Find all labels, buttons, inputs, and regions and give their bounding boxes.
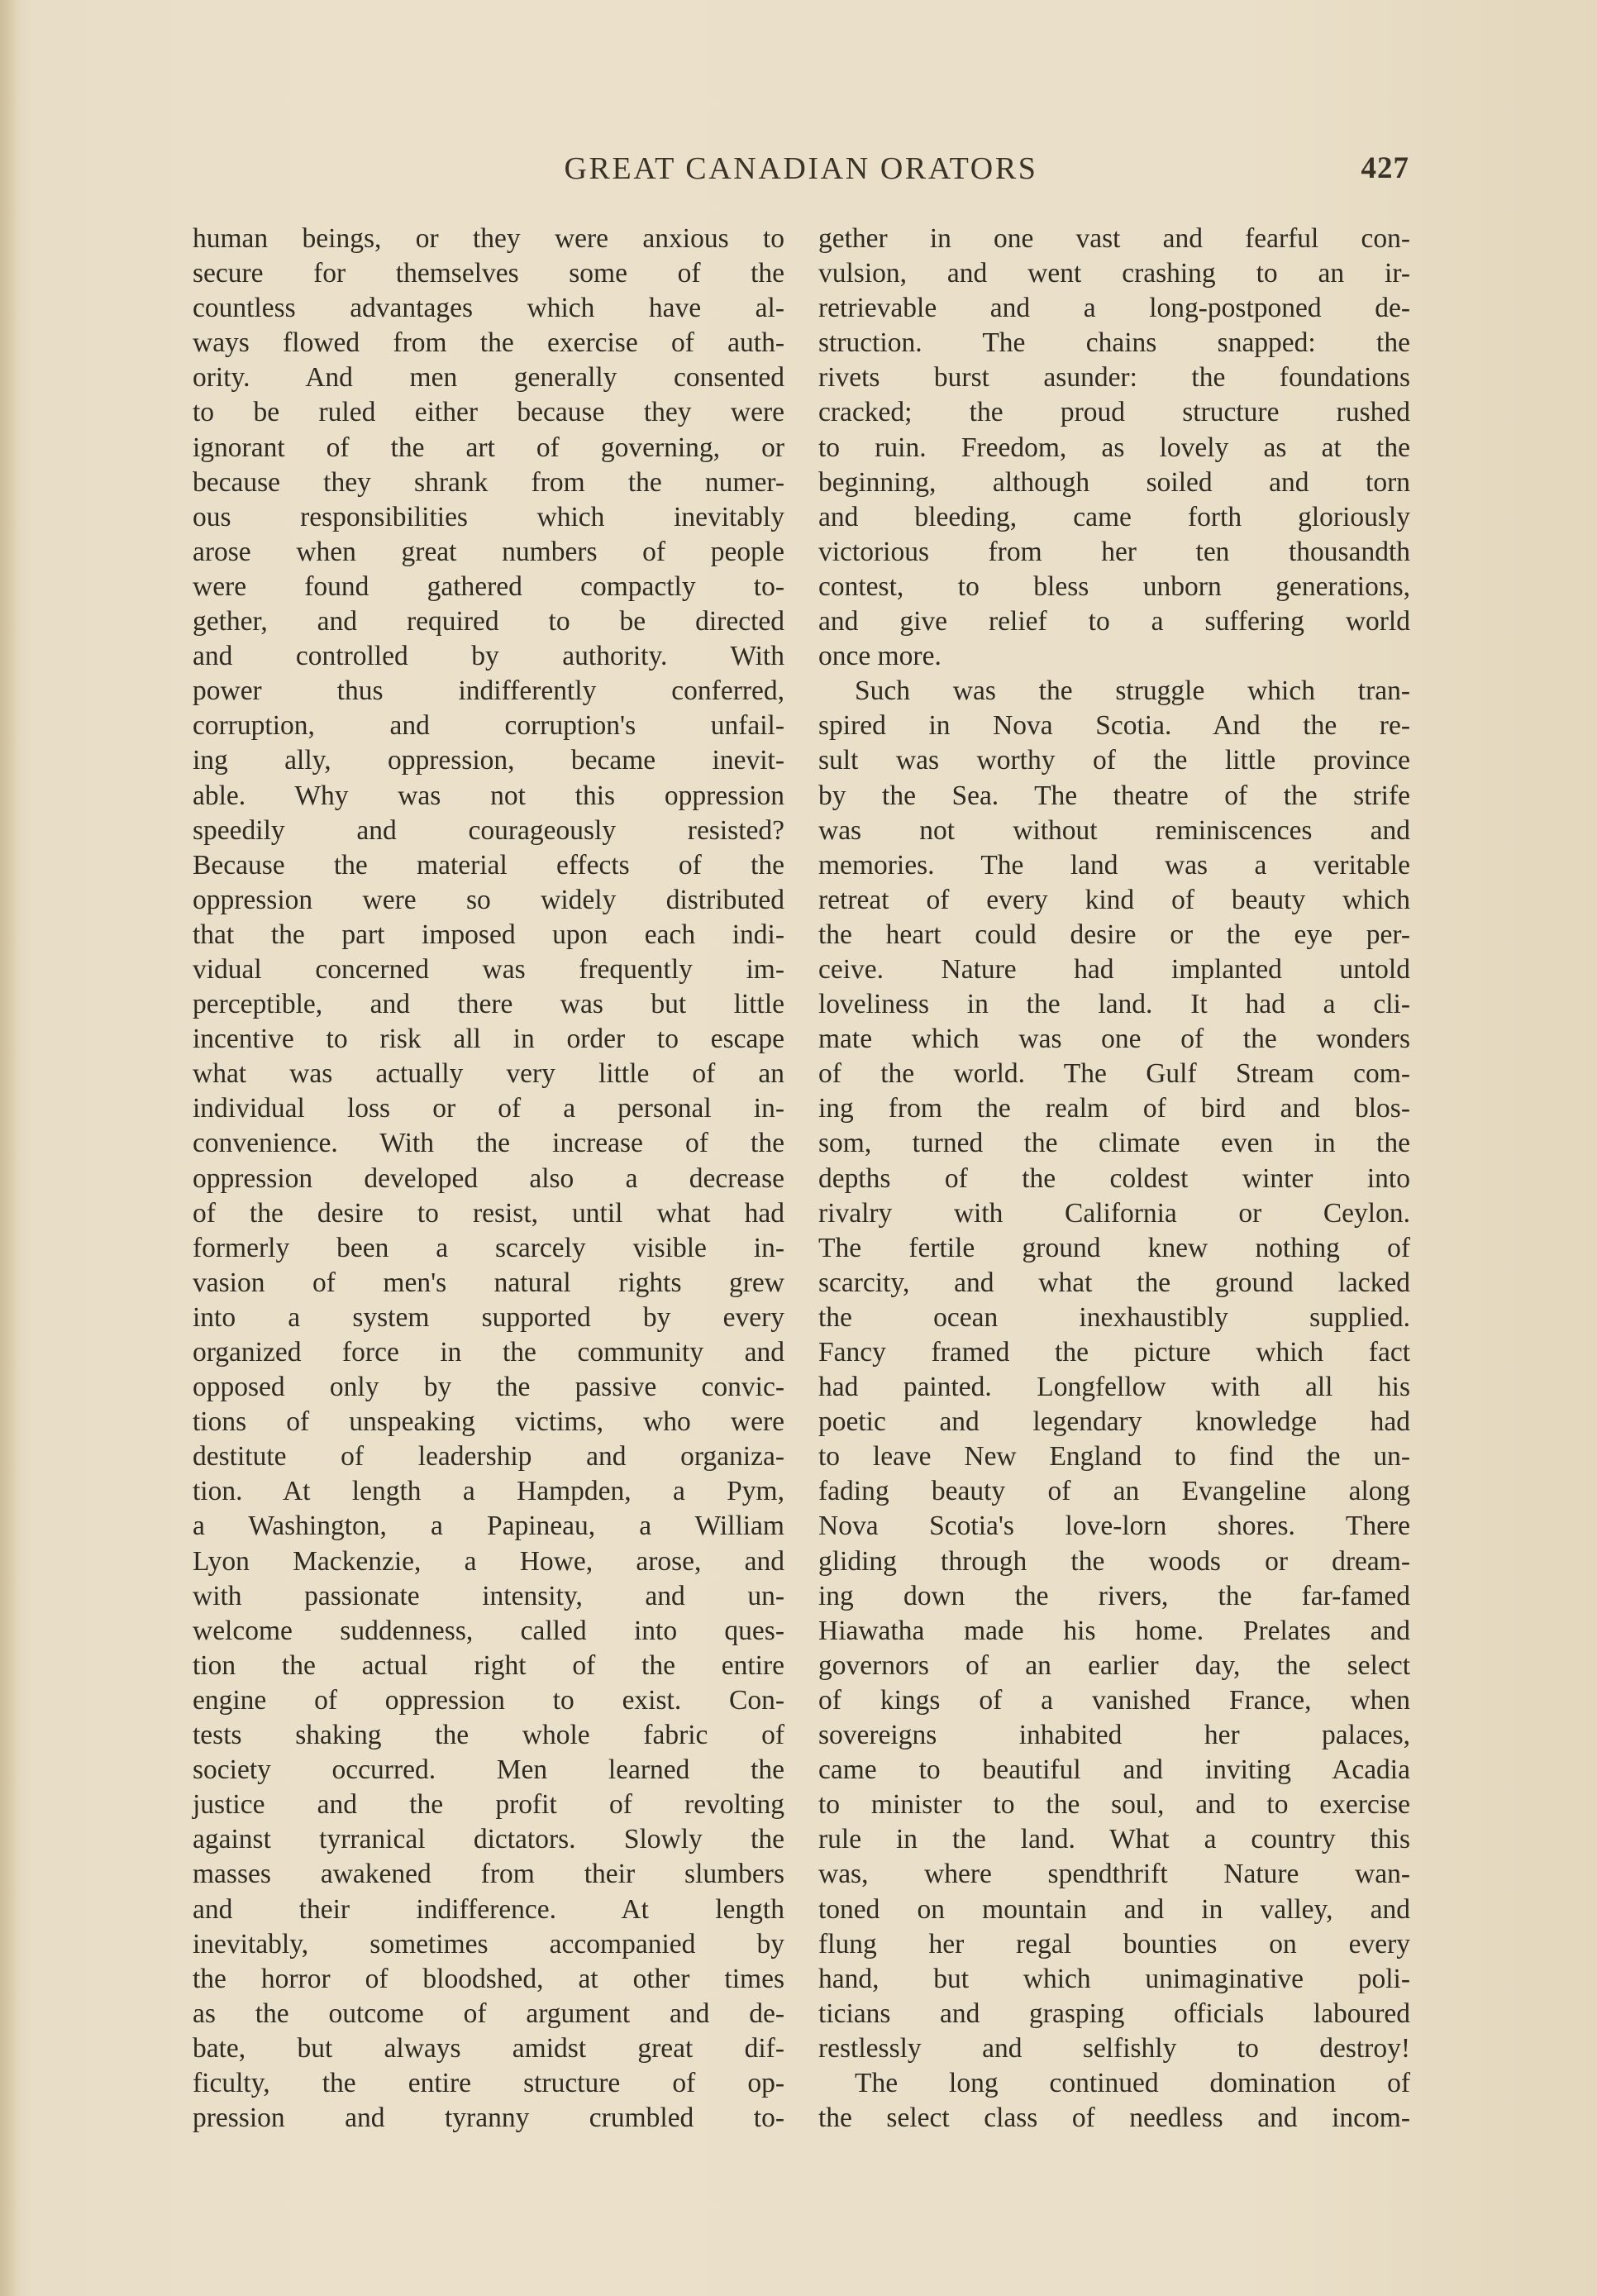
text-line: speedily and courageously resisted? xyxy=(193,814,784,846)
text-line: the heart could desire or the eye per- xyxy=(818,919,1410,950)
text-line: bate, but always amidst great dif- xyxy=(193,2032,784,2064)
text-line: retreat of every kind of beauty which xyxy=(818,884,1410,915)
text-line: once more. xyxy=(818,641,942,672)
text-line: secure for themselves some of the xyxy=(193,258,784,289)
text-line: ing from the realm of bird and blos- xyxy=(818,1093,1410,1124)
text-line: vulsion, and went crashing to an ir- xyxy=(818,258,1410,289)
text-line: oppression were so widely distributed xyxy=(193,884,784,915)
text-line: masses awakened from their slumbers xyxy=(193,1859,784,1890)
text-line: of kings of a vanished France, when xyxy=(818,1684,1410,1716)
page-gutter-shadow xyxy=(0,0,18,2296)
text-line: of the world. The Gulf Stream com- xyxy=(818,1058,1410,1090)
text-line: the horror of bloodshed, at other times xyxy=(193,1963,784,1994)
text-line: mate which was one of the wonders xyxy=(818,1024,1410,1055)
text-line: and controlled by authority. With xyxy=(193,641,784,672)
paragraph-start-line: Such was the struggle which tran- xyxy=(855,675,1410,707)
text-line: vasion of men's natural rights grew xyxy=(193,1267,784,1298)
text-line: able. Why was not this oppression xyxy=(193,780,784,811)
text-line: scarcity, and what the ground lacked xyxy=(818,1267,1410,1298)
text-line: pression and tyranny crumbled to- xyxy=(193,2103,784,2134)
text-line: retrievable and a long-postponed de- xyxy=(818,293,1410,324)
text-line: ing down the rivers, the far-famed xyxy=(818,1580,1410,1611)
text-line: as the outcome of argument and de- xyxy=(193,1998,784,2029)
text-line: justice and the profit of revolting xyxy=(193,1789,784,1821)
text-line: sult was worthy of the little province xyxy=(818,745,1410,776)
text-line: a Washington, a Papineau, a William xyxy=(193,1511,784,1542)
text-line: governors of an earlier day, the select xyxy=(818,1649,1410,1681)
text-line: memories. The land was a veritable xyxy=(818,849,1410,881)
text-line: som, turned the climate even in the xyxy=(818,1128,1410,1159)
text-line: struction. The chains snapped: the xyxy=(818,327,1410,359)
text-line: of the desire to resist, until what had xyxy=(193,1197,784,1229)
text-line: tions of unspeaking victims, who were xyxy=(193,1406,784,1438)
page-number: 427 xyxy=(1361,151,1409,185)
text-line: ceive. Nature had implanted untold xyxy=(818,953,1410,985)
text-line: that the part imposed upon each indi- xyxy=(193,919,784,950)
text-line: flung her regal bounties on every xyxy=(818,1928,1410,1959)
text-line: individual loss or of a personal in- xyxy=(193,1093,784,1124)
text-line: Lyon Mackenzie, a Howe, arose, and xyxy=(193,1545,784,1577)
text-line: what was actually very little of an xyxy=(193,1058,784,1090)
text-line: to ruin. Freedom, as lovely as at the xyxy=(818,432,1410,463)
text-line: The fertile ground knew nothing of xyxy=(818,1232,1410,1263)
text-line: hand, but which unimaginative poli- xyxy=(818,1963,1410,1994)
text-line: human beings, or they were anxious to xyxy=(193,223,784,254)
text-line: cracked; the proud structure rushed xyxy=(818,397,1410,428)
text-line: Because the material effects of the xyxy=(193,849,784,881)
text-line: gliding through the woods or dream- xyxy=(818,1545,1410,1577)
text-line: to minister to the soul, and to exercise xyxy=(818,1789,1410,1821)
right-text-column xyxy=(818,222,1410,2189)
text-line: opposed only by the passive convic- xyxy=(193,1372,784,1403)
text-line: and their indifference. At length xyxy=(193,1893,784,1925)
text-line: had painted. Longfellow with all his xyxy=(818,1372,1410,1403)
text-line: rule in the land. What a country this xyxy=(818,1824,1410,1855)
text-line: power thus indifferently conferred, xyxy=(193,675,784,707)
text-line: organized force in the community and xyxy=(193,1337,784,1368)
text-line: to be ruled either because they were xyxy=(193,397,784,428)
text-line: toned on mountain and in valley, and xyxy=(818,1893,1410,1925)
text-line: by the Sea. The theatre of the strife xyxy=(818,780,1410,811)
text-line: were found gathered compactly to- xyxy=(193,570,784,602)
text-line: gether, and required to be directed xyxy=(193,606,784,637)
text-line: spired in Nova Scotia. And the re- xyxy=(818,710,1410,742)
text-line: vidual concerned was frequently im- xyxy=(193,953,784,985)
text-line: was not without reminiscences and xyxy=(818,814,1410,846)
text-line: rivalry with California or Ceylon. xyxy=(818,1197,1410,1229)
text-line: rivets burst asunder: the foundations xyxy=(818,362,1410,394)
text-line: ous responsibilities which inevitably xyxy=(193,501,784,532)
text-line: and bleeding, came forth gloriously xyxy=(818,501,1410,532)
text-line: and give relief to a suffering world xyxy=(818,606,1410,637)
running-title: GREAT CANADIAN ORATORS xyxy=(564,151,1038,186)
text-line: countless advantages which have al- xyxy=(193,293,784,324)
text-line: convenience. With the increase of the xyxy=(193,1128,784,1159)
text-line: poetic and legendary knowledge had xyxy=(818,1406,1410,1438)
left-text-column xyxy=(193,222,784,2189)
paragraph-start-line: The long continued domination of xyxy=(855,2067,1410,2098)
text-line: oppression developed also a decrease xyxy=(193,1162,784,1194)
text-line: arose when great numbers of people xyxy=(193,536,784,567)
text-line: beginning, although soiled and torn xyxy=(818,466,1410,498)
text-line: corruption, and corruption's unfail- xyxy=(193,710,784,742)
text-line: was, where spendthrift Nature wan- xyxy=(818,1859,1410,1890)
text-line: formerly been a scarcely visible in- xyxy=(193,1232,784,1263)
text-line: Fancy framed the picture which fact xyxy=(818,1337,1410,1368)
text-line: loveliness in the land. It had a cli- xyxy=(818,989,1410,1020)
text-line: gether in one vast and fearful con- xyxy=(818,223,1410,254)
text-line: ways flowed from the exercise of auth- xyxy=(193,327,784,359)
text-line: engine of oppression to exist. Con- xyxy=(193,1684,784,1716)
text-line: came to beautiful and inviting Acadia xyxy=(818,1754,1410,1786)
text-line: into a system supported by every xyxy=(193,1301,784,1333)
text-line: destitute of leadership and organiza- xyxy=(193,1441,784,1473)
text-line: against tyrranical dictators. Slowly the xyxy=(193,1824,784,1855)
text-line: depths of the coldest winter into xyxy=(818,1162,1410,1194)
text-line: the ocean inexhaustibly supplied. xyxy=(818,1301,1410,1333)
text-line: Hiawatha made his home. Prelates and xyxy=(818,1615,1410,1646)
text-line: tion. At length a Hampden, a Pym, xyxy=(193,1476,784,1507)
text-line: welcome suddenness, called into ques- xyxy=(193,1615,784,1646)
text-line: sovereigns inhabited her palaces, xyxy=(818,1720,1410,1751)
text-line: ficulty, the entire structure of op- xyxy=(193,2067,784,2098)
text-line: perceptible, and there was but little xyxy=(193,989,784,1020)
text-line: the select class of needless and incom- xyxy=(818,2103,1410,2134)
text-line: incentive to risk all in order to escape xyxy=(193,1024,784,1055)
text-line: with passionate intensity, and un- xyxy=(193,1580,784,1611)
text-line: ing ally, oppression, became inevit- xyxy=(193,745,784,776)
text-line: because they shrank from the numer- xyxy=(193,466,784,498)
text-line: contest, to bless unborn generations, xyxy=(818,570,1410,602)
text-line: fading beauty of an Evangeline along xyxy=(818,1476,1410,1507)
text-line: victorious from her ten thousandth xyxy=(818,536,1410,567)
text-line: society occurred. Men learned the xyxy=(193,1754,784,1786)
text-line: to leave New England to find the un- xyxy=(818,1441,1410,1473)
text-line: tests shaking the whole fabric of xyxy=(193,1720,784,1751)
text-line: ticians and grasping officials laboured xyxy=(818,1998,1410,2029)
running-head xyxy=(193,147,1409,193)
text-line: inevitably, sometimes accompanied by xyxy=(193,1928,784,1959)
text-line: ignorant of the art of governing, or xyxy=(193,432,784,463)
text-line: tion the actual right of the entire xyxy=(193,1649,784,1681)
text-line: ority. And men generally consented xyxy=(193,362,784,394)
text-line: Nova Scotia's love-lorn shores. There xyxy=(818,1511,1410,1542)
text-line: restlessly and selfishly to destroy! xyxy=(818,2032,1410,2064)
